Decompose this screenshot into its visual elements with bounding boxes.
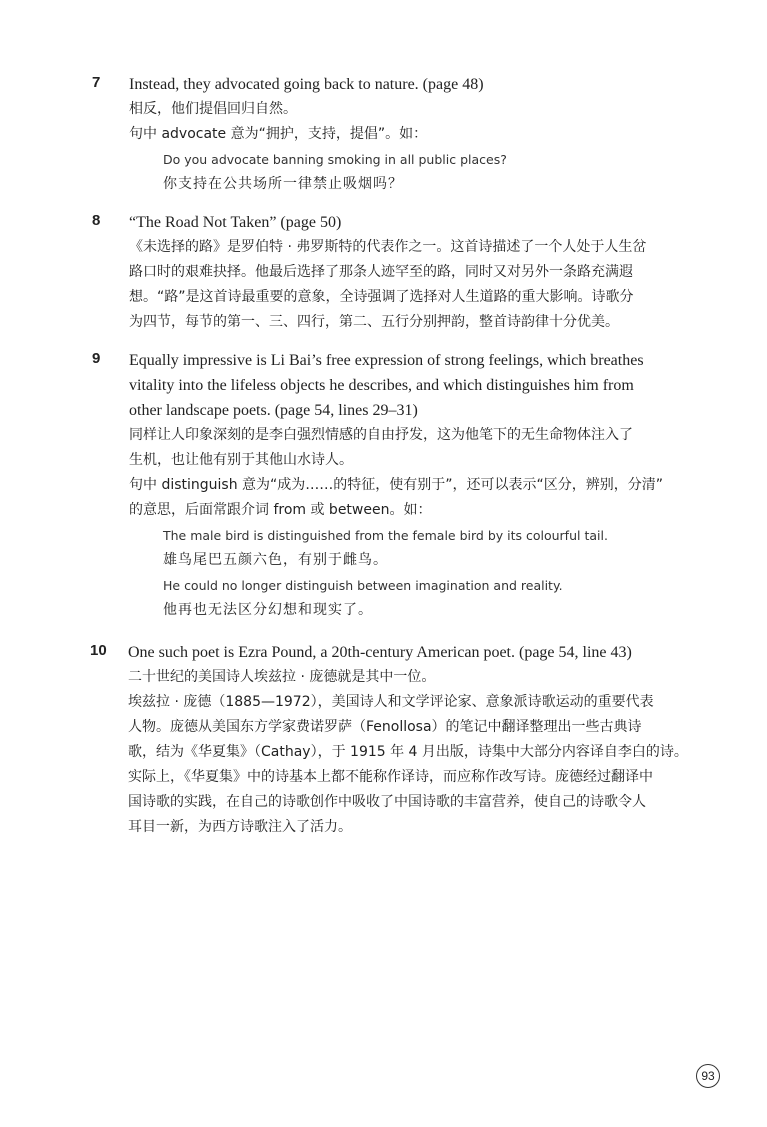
note-number: 8 (92, 212, 101, 229)
note-translation: 相反，他们提倡回归自然。 (129, 101, 297, 117)
note-heading: Instead, they advocated going back to nature. (page 48) (129, 76, 484, 93)
note-paragraph-line: 国诗歌的实践，在自己的诗歌创作中吸收了中国诗歌的丰富营养，使自己的诗歌令人 (128, 794, 646, 810)
example-sentence-zh: 他再也无法区分幻想和现实了。 (163, 602, 373, 618)
note-paragraph-line: 《未选择的路》是罗伯特 · 弗罗斯特的代表作之一。这首诗描述了一个人处于人生岔 (129, 239, 647, 255)
note-explanation-line: 的意思，后面常跟介词 from 或 between。如： (129, 502, 432, 518)
note-explanation-line: 句中 distinguish 意为“成为……的特征，使有别于”，还可以表示“区分，辨别，分清” (129, 477, 664, 493)
note-number: 10 (90, 642, 107, 659)
example-sentence-zh: 你支持在公共场所一律禁止吸烟吗？ (163, 176, 403, 192)
note-heading: “The Road Not Taken” (page 50) (129, 214, 342, 231)
example-sentence-zh: 雄鸟尾巴五颜六色，有别于雌鸟。 (163, 552, 388, 568)
example-sentence-en: He could no longer distinguish between imagination and reality. (163, 578, 563, 593)
note-paragraph-line: 埃兹拉 · 庞德（1885—1972），美国诗人和文学评论家、意象派诗歌运动的重要代表 (128, 694, 654, 710)
note-heading-line: vitality into the lifeless objects he describes, and which distinguishes him from (129, 377, 634, 394)
note-paragraph-line: 路口时的艰难抉择。他最后选择了那条人迹罕至的路，同时又对另外一条路充满遐 (129, 264, 633, 280)
example-sentence-en: The male bird is distinguished from the female bird by its colourful tail. (163, 528, 608, 543)
note-paragraph-line: 想。“路”是这首诗最重要的意象，全诗强调了选择对人生道路的重大影响。诗歌分 (129, 289, 634, 305)
note-body (129, 348, 665, 623)
note-number: 9 (92, 350, 101, 367)
note-translation-line: 生机，也让他有别于其他山水诗人。 (129, 452, 353, 468)
note-heading-line: other landscape poets. (page 54, lines 29–31) (129, 402, 418, 419)
note-paragraph-line: 为四节，每节的第一、三、四行，第二、五行分别押韵，整首诗韵律十分优美。 (129, 314, 619, 330)
note-paragraph-line: 耳目一新，为西方诗歌注入了活力。 (128, 819, 352, 835)
note-number: 7 (92, 74, 101, 91)
example-sentence-en: Do you advocate banning smoking in all public places? (163, 152, 507, 167)
note-body (129, 72, 665, 197)
note-translation: 二十世纪的美国诗人埃兹拉 · 庞德就是其中一位。 (128, 669, 436, 685)
note-translation-line: 同样让人印象深刻的是李白强烈情感的自由抒发，这为他笔下的无生命物体注入了 (129, 427, 633, 443)
note-heading: One such poet is Ezra Pound, a 20th-century American poet. (page 54, line 43) (128, 644, 632, 661)
page-number: 93 (696, 1064, 720, 1088)
note-paragraph-line: 实际上，《华夏集》中的诗基本上都不能称作译诗，而应称作改写诗。庞德经过翻译中 (128, 769, 653, 785)
note-body (128, 640, 688, 840)
note-explanation: 句中 advocate 意为“拥护，支持，提倡”。如： (129, 126, 428, 142)
note-heading-line: Equally impressive is Li Bai’s free expression of strong feelings, which breathes (129, 352, 644, 369)
note-paragraph-line: 歌，结为《华夏集》（Cathay），于 1915 年 4 月出版，诗集中大部分内容译自李白的诗。 (128, 744, 688, 760)
note-body (129, 210, 665, 335)
note-paragraph-line: 人物。庞德从美国东方学家费诺罗萨（Fenollosa）的笔记中翻译整理出一些古典诗 (128, 719, 642, 735)
